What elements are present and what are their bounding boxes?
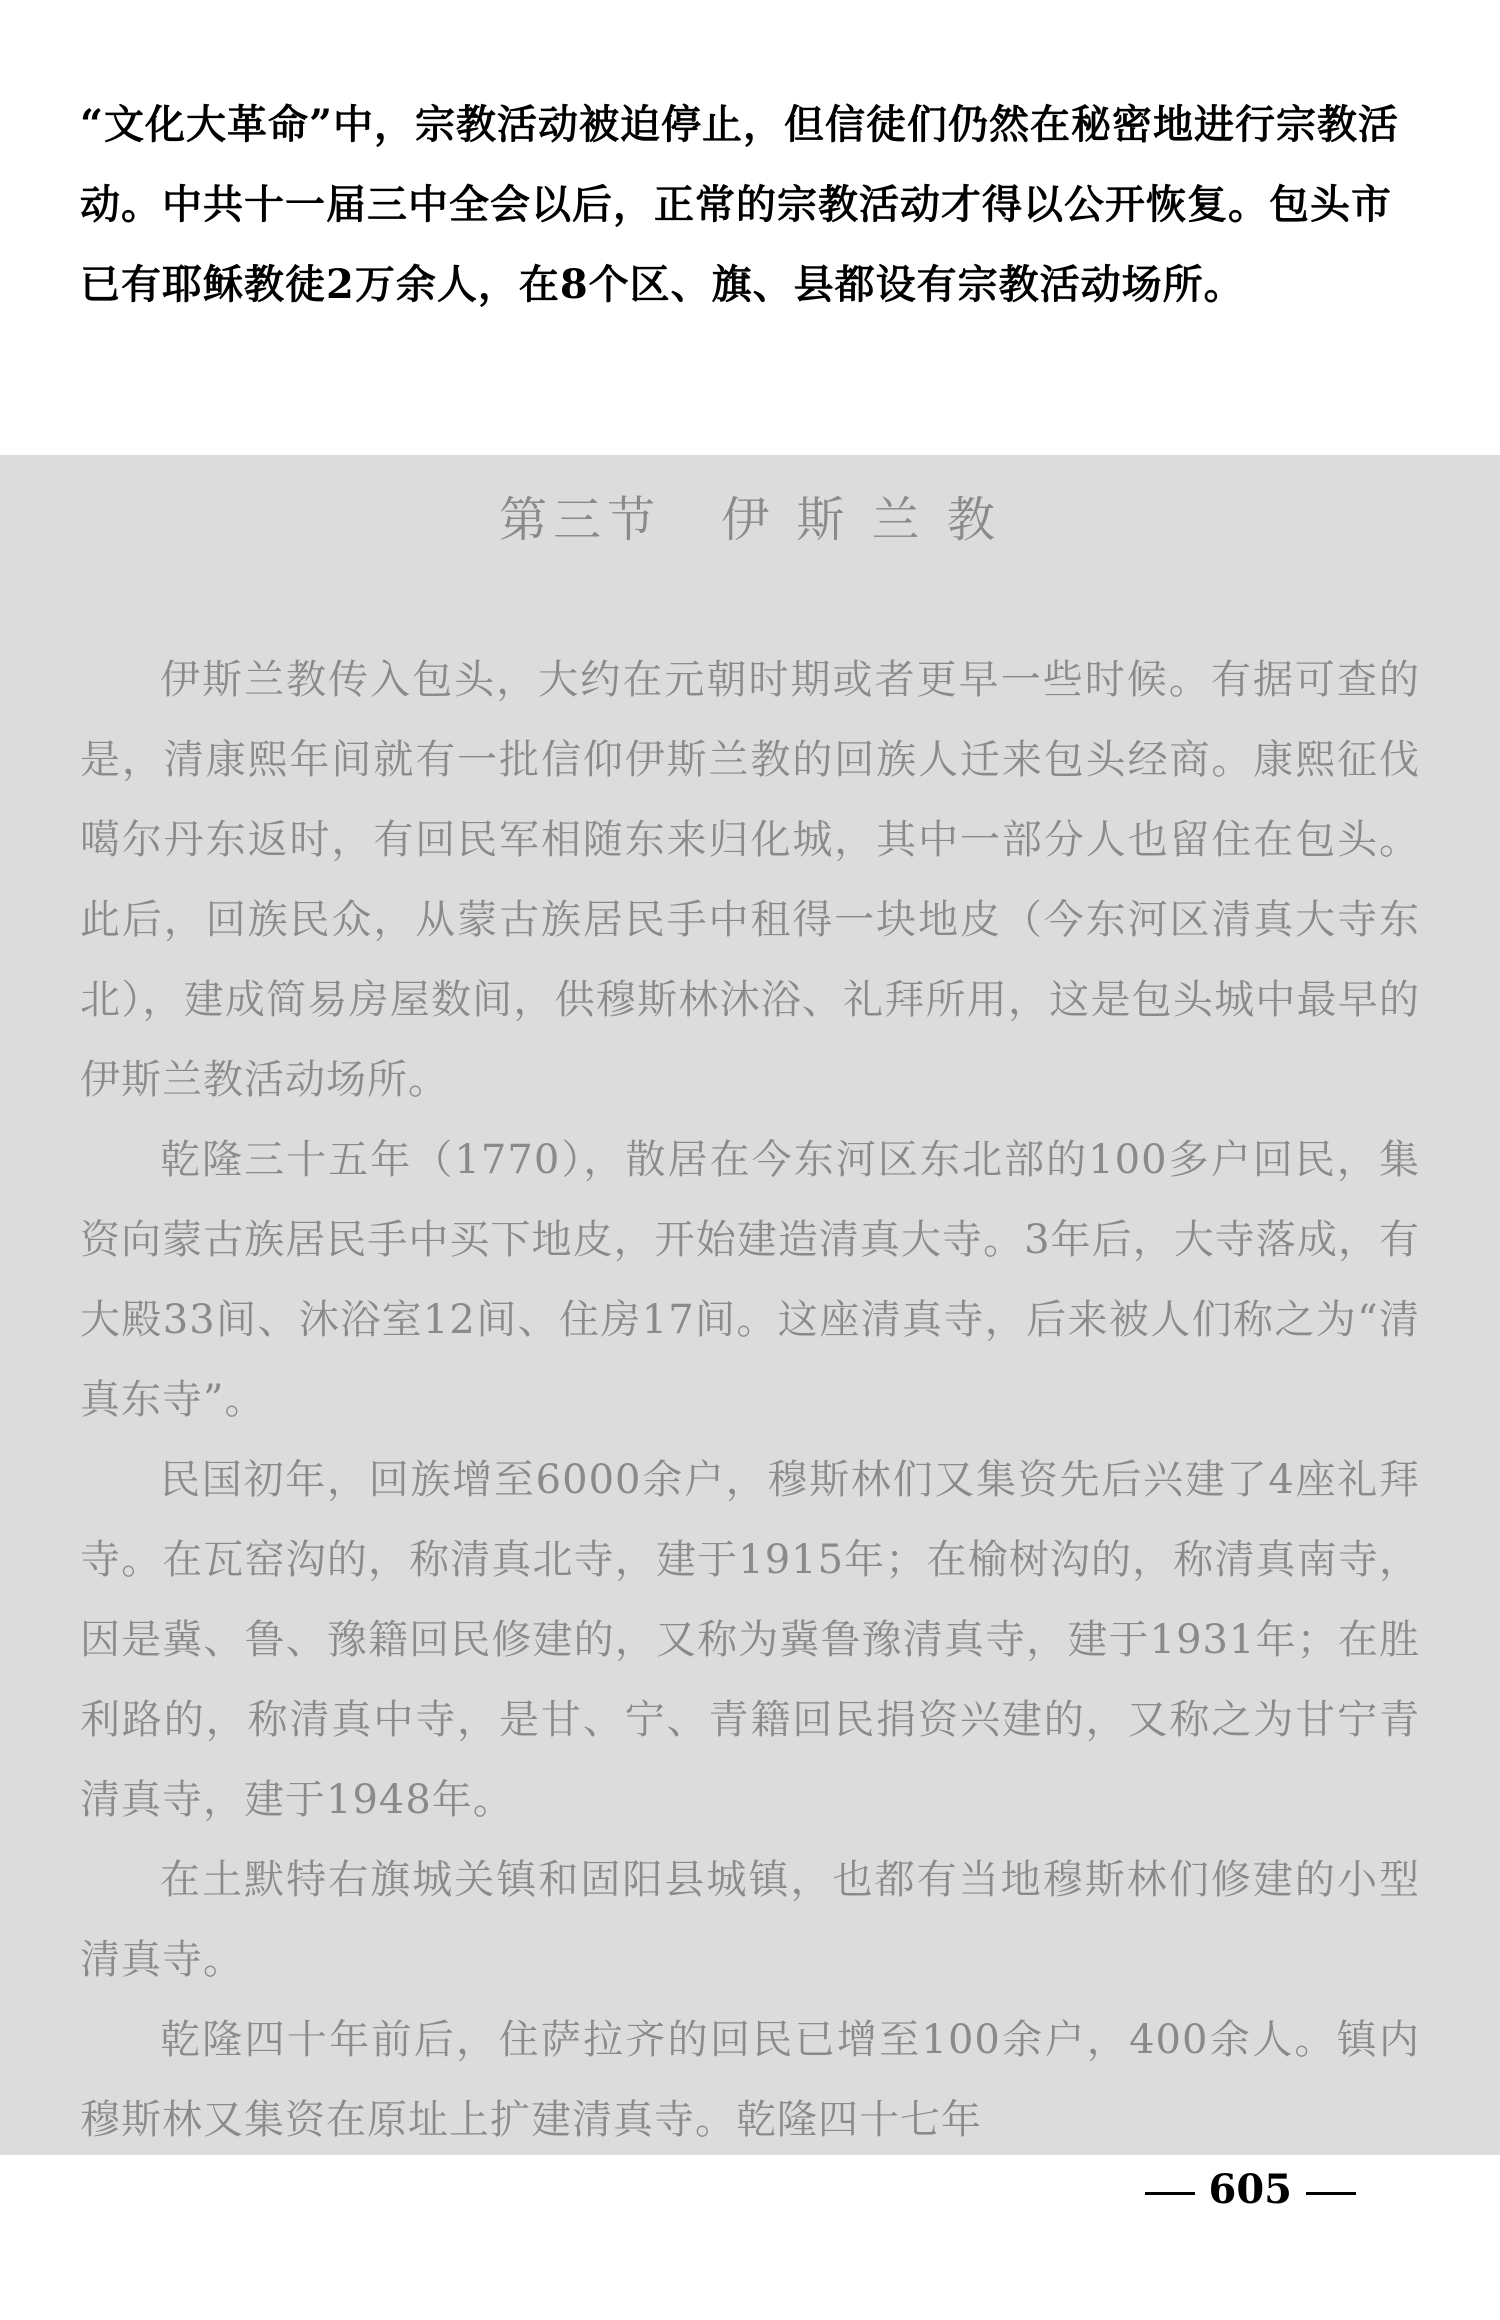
paragraph: 乾隆三十五年（1770），散居在今东河区东北部的100多户回民，集资向蒙古族居民手中买下地皮，开始建造清真大寺。3年后，大寺落成，有大殿33间、沐浴室12间、住房17间。这座清真寺，后来被人们称之为“清真东寺”。: [80, 1137, 1420, 1423]
page-number: [1131, 2160, 1371, 2220]
page-number-text: 605: [1208, 2166, 1292, 2213]
top-paragraph: “文化大革命”中，宗教活动被迫停止，但信徒们仍然在秘密地进行宗教活动。中共十一届三中全会以后，正常的宗教活动才得以公开恢复。包头市已有耶稣教徒2万余人，在8个区、旗、县都设有宗教活动场所。: [80, 101, 1400, 308]
section-heading: [0, 490, 1500, 550]
paragraph: 在土默特右旗城关镇和固阳县城镇，也都有当地穆斯林们修建的小型清真寺。: [80, 1857, 1420, 1983]
paragraph: 伊斯兰教传入包头，大约在元朝时期或者更早一些时候。有据可查的是，清康熙年间就有一批信仰伊斯兰教的回族人迁来包头经商。康熙征伐噶尔丹东返时，有回民军相随东来归化城，其中一部分人也留住在包头。此后，回族民众，从蒙古族居民手中租得一块地皮（今东河区清真大寺东北），建成简易房屋数间，供穆斯林沐浴、礼拜所用，这是包头城中最早的伊斯兰教活动场所。: [80, 657, 1420, 1103]
paragraph: 民国初年，回族增至6000余户，穆斯林们又集资先后兴建了4座礼拜寺。在瓦窑沟的，称清真北寺，建于1915年；在榆树沟的，称清真南寺，因是冀、鲁、豫籍回民修建的，又称为冀鲁豫清真寺，建于1931年；在胜利路的，称清真中寺，是甘、宁、青籍回民捐资兴建的，又称之为甘宁青清真寺，建于1948年。: [80, 1457, 1420, 1823]
section-title: 伊 斯 兰 教: [721, 492, 1001, 548]
paragraph: 乾隆四十年前后，住萨拉齐的回民已增至100余户，400余人。镇内穆斯林又集资在原址上扩建清真寺。乾隆四十七年: [80, 2017, 1420, 2143]
dash-right: [1306, 2192, 1356, 2195]
top-section: [0, 0, 1500, 455]
section-number: 第三节: [499, 492, 662, 548]
dash-left: [1145, 2192, 1195, 2195]
body-text: [80, 640, 1420, 2160]
